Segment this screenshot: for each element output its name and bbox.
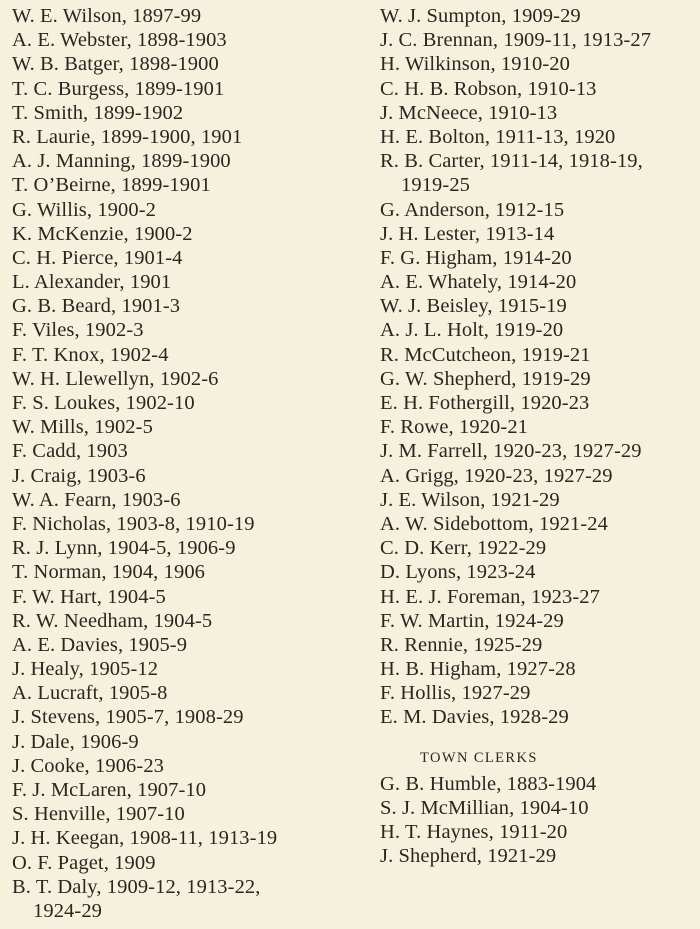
- list-item: [12, 488, 367, 512]
- entry-text: B. T. Daly, 1909-12, 1913-22,: [12, 875, 261, 898]
- list-item: [12, 318, 367, 342]
- entry-text: R. Rennie, 1925-29: [380, 633, 543, 656]
- list-item: [12, 609, 367, 633]
- list-item: [12, 657, 367, 681]
- list-item: [12, 391, 367, 415]
- entry-text: J. M. Farrell, 1920-23, 1927-29: [380, 440, 642, 463]
- entry-text: W. E. Wilson, 1897-99: [12, 5, 202, 27]
- entry-text: J. H. Keegan, 1908-11, 1913-19: [12, 827, 278, 850]
- entry-continuation: 1924-29: [33, 899, 103, 922]
- entry-text: J. H. Lester, 1913-14: [380, 222, 555, 245]
- list-item: [380, 633, 698, 657]
- list-item: [12, 875, 367, 923]
- list-item: [380, 318, 698, 342]
- list-item: [380, 585, 698, 609]
- town-clerks-heading: TOWN CLERKS: [420, 749, 538, 766]
- entry-text: R. McCutcheon, 1919-21: [380, 343, 591, 366]
- entry-text: W. H. Llewellyn, 1902-6: [12, 367, 219, 390]
- entry-continuation: 1919-25: [401, 174, 471, 197]
- entry-text: F. Nicholas, 1903-8, 1910-19: [12, 512, 255, 535]
- list-item: [12, 585, 367, 609]
- list-item: [12, 730, 367, 754]
- list-item: [380, 367, 698, 391]
- entry-text: A. J. Manning, 1899-1900: [12, 150, 231, 173]
- list-item: [12, 536, 367, 560]
- list-item: [12, 52, 367, 76]
- entry-text: F. G. Higham, 1914-20: [380, 246, 572, 269]
- list-item: [12, 149, 367, 173]
- entry-text: R. W. Needham, 1904-5: [12, 609, 213, 632]
- entry-text: W. B. Batger, 1898-1900: [12, 53, 219, 76]
- entry-text: A. Grigg, 1920-23, 1927-29: [380, 464, 613, 487]
- list-item: [12, 464, 367, 488]
- list-item: [380, 294, 698, 318]
- list-item: [380, 705, 698, 729]
- list-item: [12, 101, 367, 125]
- entry-text: T. Norman, 1904, 1906: [12, 561, 206, 584]
- list-item: [380, 657, 698, 681]
- entry-text: J. Stevens, 1905-7, 1908-29: [12, 706, 244, 729]
- entry-text: T. Smith, 1899-1902: [12, 101, 184, 124]
- list-item: [380, 844, 698, 868]
- list-item: [380, 609, 698, 633]
- list-item: [380, 439, 698, 463]
- entry-text: F. Rowe, 1920-21: [380, 416, 529, 439]
- entry-text: A. E. Webster, 1898-1903: [12, 29, 227, 52]
- list-item: [12, 851, 367, 875]
- aldermen-list-right: [380, 4, 698, 730]
- entry-text: A. E. Davies, 1905-9: [12, 633, 188, 656]
- entry-text: J. Shepherd, 1921-29: [380, 845, 557, 868]
- entry-text: F. W. Martin, 1924-29: [380, 609, 564, 632]
- list-item: [12, 826, 367, 850]
- entry-text: H. Wilkinson, 1910-20: [380, 53, 570, 76]
- entry-text: D. Lyons, 1923-24: [380, 561, 536, 584]
- list-item: [12, 198, 367, 222]
- list-item: [380, 681, 698, 705]
- list-item: [380, 149, 698, 197]
- entry-text: K. McKenzie, 1900-2: [12, 222, 193, 245]
- entry-text: C. D. Kerr, 1922-29: [380, 537, 547, 560]
- list-item: [12, 222, 367, 246]
- list-item: [380, 125, 698, 149]
- list-item: [12, 415, 367, 439]
- right-column: [380, 4, 698, 868]
- entry-text: E. H. Fothergill, 1920-23: [380, 392, 590, 414]
- list-item: [12, 173, 367, 197]
- entry-text: G. B. Beard, 1901-3: [12, 295, 181, 318]
- entry-text: F. Viles, 1902-3: [12, 319, 144, 342]
- entry-text: R. B. Carter, 1911-14, 1918-19,: [380, 150, 643, 173]
- list-item: [12, 125, 367, 149]
- list-item: [380, 77, 698, 101]
- list-item: [12, 343, 367, 367]
- list-item: [12, 439, 367, 463]
- entry-text: A. E. Whately, 1914-20: [380, 271, 577, 294]
- entry-text: H. E. Bolton, 1911-13, 1920: [380, 125, 616, 148]
- list-item: [12, 754, 367, 778]
- list-item: [380, 796, 698, 820]
- entry-text: J. Dale, 1906-9: [12, 730, 139, 753]
- list-item: [380, 488, 698, 512]
- entry-text: A. J. L. Holt, 1919-20: [380, 319, 564, 342]
- entry-text: H. T. Haynes, 1911-20: [380, 821, 568, 843]
- list-item: [380, 391, 698, 415]
- entry-text: L. Alexander, 1901: [12, 271, 172, 294]
- list-item: [380, 560, 698, 584]
- list-item: [12, 367, 367, 391]
- list-item: [380, 415, 698, 439]
- entry-text: J. Craig, 1903-6: [12, 464, 146, 487]
- entry-text: G. W. Shepherd, 1919-29: [380, 367, 591, 390]
- entry-text: W. J. Sumpton, 1909-29: [380, 5, 581, 27]
- list-item: [12, 512, 367, 536]
- entry-text: F. S. Loukes, 1902-10: [12, 392, 195, 414]
- list-item: [380, 101, 698, 125]
- list-item: [380, 4, 698, 28]
- list-item: [380, 536, 698, 560]
- entry-text: W. Mills, 1902-5: [12, 416, 153, 439]
- list-item: [12, 802, 367, 826]
- entry-text: J. Cooke, 1906-23: [12, 754, 165, 777]
- entry-text: G. B. Humble, 1883-1904: [380, 772, 597, 795]
- list-item: [380, 343, 698, 367]
- entry-text: H. E. J. Foreman, 1923-27: [380, 585, 601, 608]
- entry-text: W. A. Fearn, 1903-6: [12, 488, 181, 511]
- entry-text: G. Willis, 1900-2: [12, 198, 156, 221]
- list-item: [12, 681, 367, 705]
- list-item: [380, 820, 698, 844]
- list-item: [12, 270, 367, 294]
- list-item: [12, 560, 367, 584]
- list-item: [12, 294, 367, 318]
- list-item: [380, 28, 698, 52]
- entry-text: G. Anderson, 1912-15: [380, 198, 565, 221]
- entry-text: J. E. Wilson, 1921-29: [380, 488, 560, 511]
- list-item: [380, 772, 698, 796]
- list-item: [380, 512, 698, 536]
- list-item: [380, 464, 698, 488]
- entry-text: F. J. McLaren, 1907-10: [12, 779, 207, 801]
- list-item: [380, 222, 698, 246]
- entry-text: F. Hollis, 1927-29: [380, 682, 531, 705]
- entry-text: S. Henville, 1907-10: [12, 803, 185, 826]
- list-item: [380, 52, 698, 76]
- list-item: [12, 4, 367, 28]
- entry-text: J. McNeece, 1910-13: [380, 101, 558, 124]
- entry-text: T. C. Burgess, 1899-1901: [12, 77, 225, 100]
- entry-text: A. Lucraft, 1905-8: [12, 682, 168, 705]
- entry-text: F. T. Knox, 1902-4: [12, 343, 169, 366]
- entry-text: T. O’Beirne, 1899-1901: [12, 174, 211, 197]
- entry-text: F. Cadd, 1903: [12, 440, 128, 463]
- entry-text: H. B. Higham, 1927-28: [380, 658, 576, 681]
- entry-text: C. H. B. Robson, 1910-13: [380, 77, 597, 100]
- entry-text: R. Laurie, 1899-1900, 1901: [12, 125, 243, 148]
- list-item: [12, 633, 367, 657]
- list-item: [12, 778, 367, 802]
- list-item: [380, 246, 698, 270]
- left-column: [12, 4, 367, 923]
- list-item: [12, 705, 367, 729]
- entry-text: W. J. Beisley, 1915-19: [380, 295, 567, 318]
- entry-text: R. J. Lynn, 1904-5, 1906-9: [12, 537, 236, 560]
- entry-text: J. C. Brennan, 1909-11, 1913-27: [380, 29, 652, 52]
- entry-text: J. Healy, 1905-12: [12, 658, 159, 681]
- list-item: [380, 270, 698, 294]
- entry-text: C. H. Pierce, 1901-4: [12, 246, 183, 269]
- town-clerks-list: [380, 772, 698, 869]
- list-item: [12, 28, 367, 52]
- list-item: [12, 77, 367, 101]
- entry-text: F. W. Hart, 1904-5: [12, 585, 166, 608]
- list-item: [12, 246, 367, 270]
- entry-text: S. J. McMillian, 1904-10: [380, 796, 589, 819]
- entry-text: E. M. Davies, 1928-29: [380, 706, 569, 729]
- entry-text: A. W. Sidebottom, 1921-24: [380, 512, 609, 535]
- entry-text: O. F. Paget, 1909: [12, 851, 156, 874]
- list-item: [380, 198, 698, 222]
